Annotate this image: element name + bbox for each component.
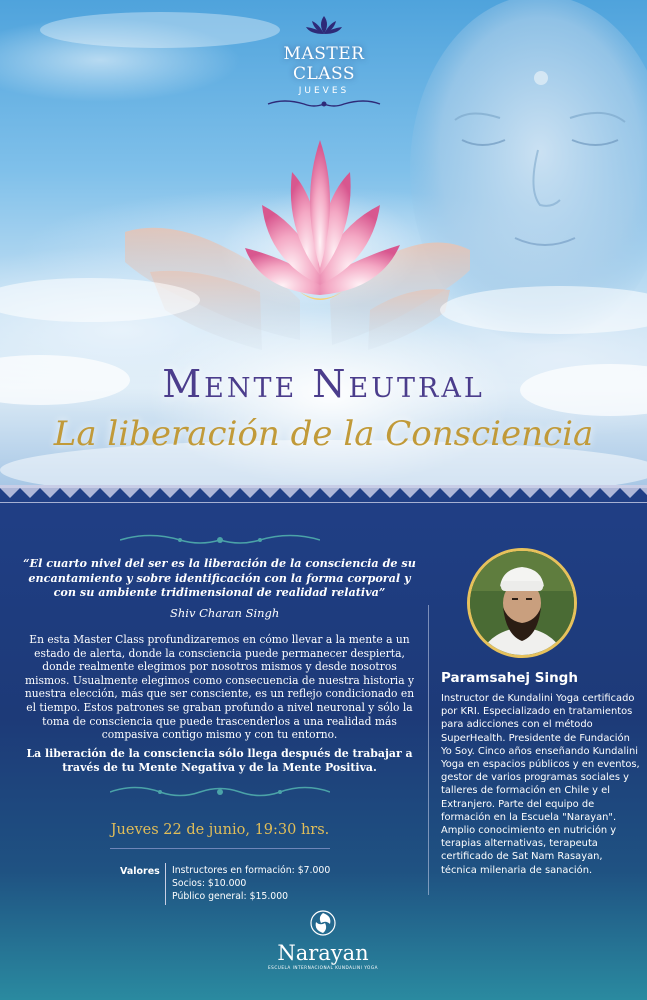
main-title: Mente Neutral bbox=[162, 362, 485, 406]
prices-label: Valores bbox=[120, 866, 160, 877]
speaker-portrait bbox=[470, 551, 574, 655]
hero-image bbox=[0, 0, 647, 485]
price-item: Instructores en formación: $7.000 bbox=[172, 865, 331, 876]
description-paragraph: En esta Master Class profundizaremos en cómo llevar a la mente a un estado de alerta, donde la consciencia puede permanecer despierta, donde realmente elegimos por nosotros mismos y desde nosotros mismos. Usualmente elegimos como consecuencia de nuestra historia y nuestra elección, más que ser consciente, es un reflejo condicionado en el tiempo. Estos patrones se graban profundo a nivel neuronal y sólo la toma de consciencia que puede trascenderlos a una realidad más compasiva contigo mismo y con tu entorno. bbox=[24, 633, 415, 742]
price-item: Público general: $15.000 bbox=[172, 890, 289, 902]
master-class-title: MASTER CLASS bbox=[283, 44, 365, 84]
scroll-ornament-icon bbox=[264, 96, 384, 112]
logo-name: Narayan bbox=[277, 941, 369, 965]
logo-tagline: ESCUELA INTERNACIONAL KUNDALINI YOGA bbox=[268, 965, 378, 970]
prices-list bbox=[172, 865, 330, 903]
flourish-ornament-icon bbox=[120, 531, 320, 549]
speaker-photo bbox=[467, 548, 577, 658]
narayan-logo bbox=[258, 910, 388, 970]
prices-divider bbox=[165, 863, 166, 905]
event-date: Jueves 22 de junio, 19:30 hrs. bbox=[110, 822, 330, 838]
master-class-badge bbox=[258, 14, 390, 116]
flourish-divider-icon bbox=[110, 781, 330, 803]
column-divider bbox=[428, 605, 429, 895]
quote-author: Shiv Charan Singh bbox=[170, 606, 280, 620]
quote-text: “El cuarto nivel del ser es la liberación de la consciencia de su encantamiento y sobre identificación con la forma corporal y con su ambiente tridimensional de realidad relativa” bbox=[23, 556, 416, 599]
decorative-border bbox=[0, 485, 647, 507]
master-class-day: JUEVES bbox=[298, 86, 350, 96]
price-item: Socios: $10.000 bbox=[172, 877, 247, 889]
speaker-bio: Instructor de Kundalini Yoga certificado por KRI. Especializado en tratamientos para adicciones con el método SuperHealth. Presidente de Fundación Yo Soy. Cinco años enseñando Kundalini Yoga en espacios públicos y en eventos, gestor de varios programas sociales y talleres de formación en Chile y el Extranjero. Parte del equipo de formación en la Escuela "Narayan". Amplio conocimiento en nutrición y terapias alternativas, terapeuta certificado de Sat Nam Rasayan, técnica milenaria de sanación. bbox=[441, 693, 640, 876]
narayan-swirl-icon bbox=[310, 910, 336, 936]
lotus-ornament-icon bbox=[304, 14, 344, 36]
lotus-flower bbox=[220, 140, 420, 310]
subtitle: La liberación de la Consciencia bbox=[53, 414, 594, 454]
date-underline bbox=[110, 848, 330, 849]
highlight-paragraph: La liberación de la consciencia sólo llega después de trabajar a través de tu Mente Negativa y de la Mente Positiva. bbox=[26, 747, 413, 774]
speaker-name: Paramsahej Singh bbox=[441, 670, 578, 686]
